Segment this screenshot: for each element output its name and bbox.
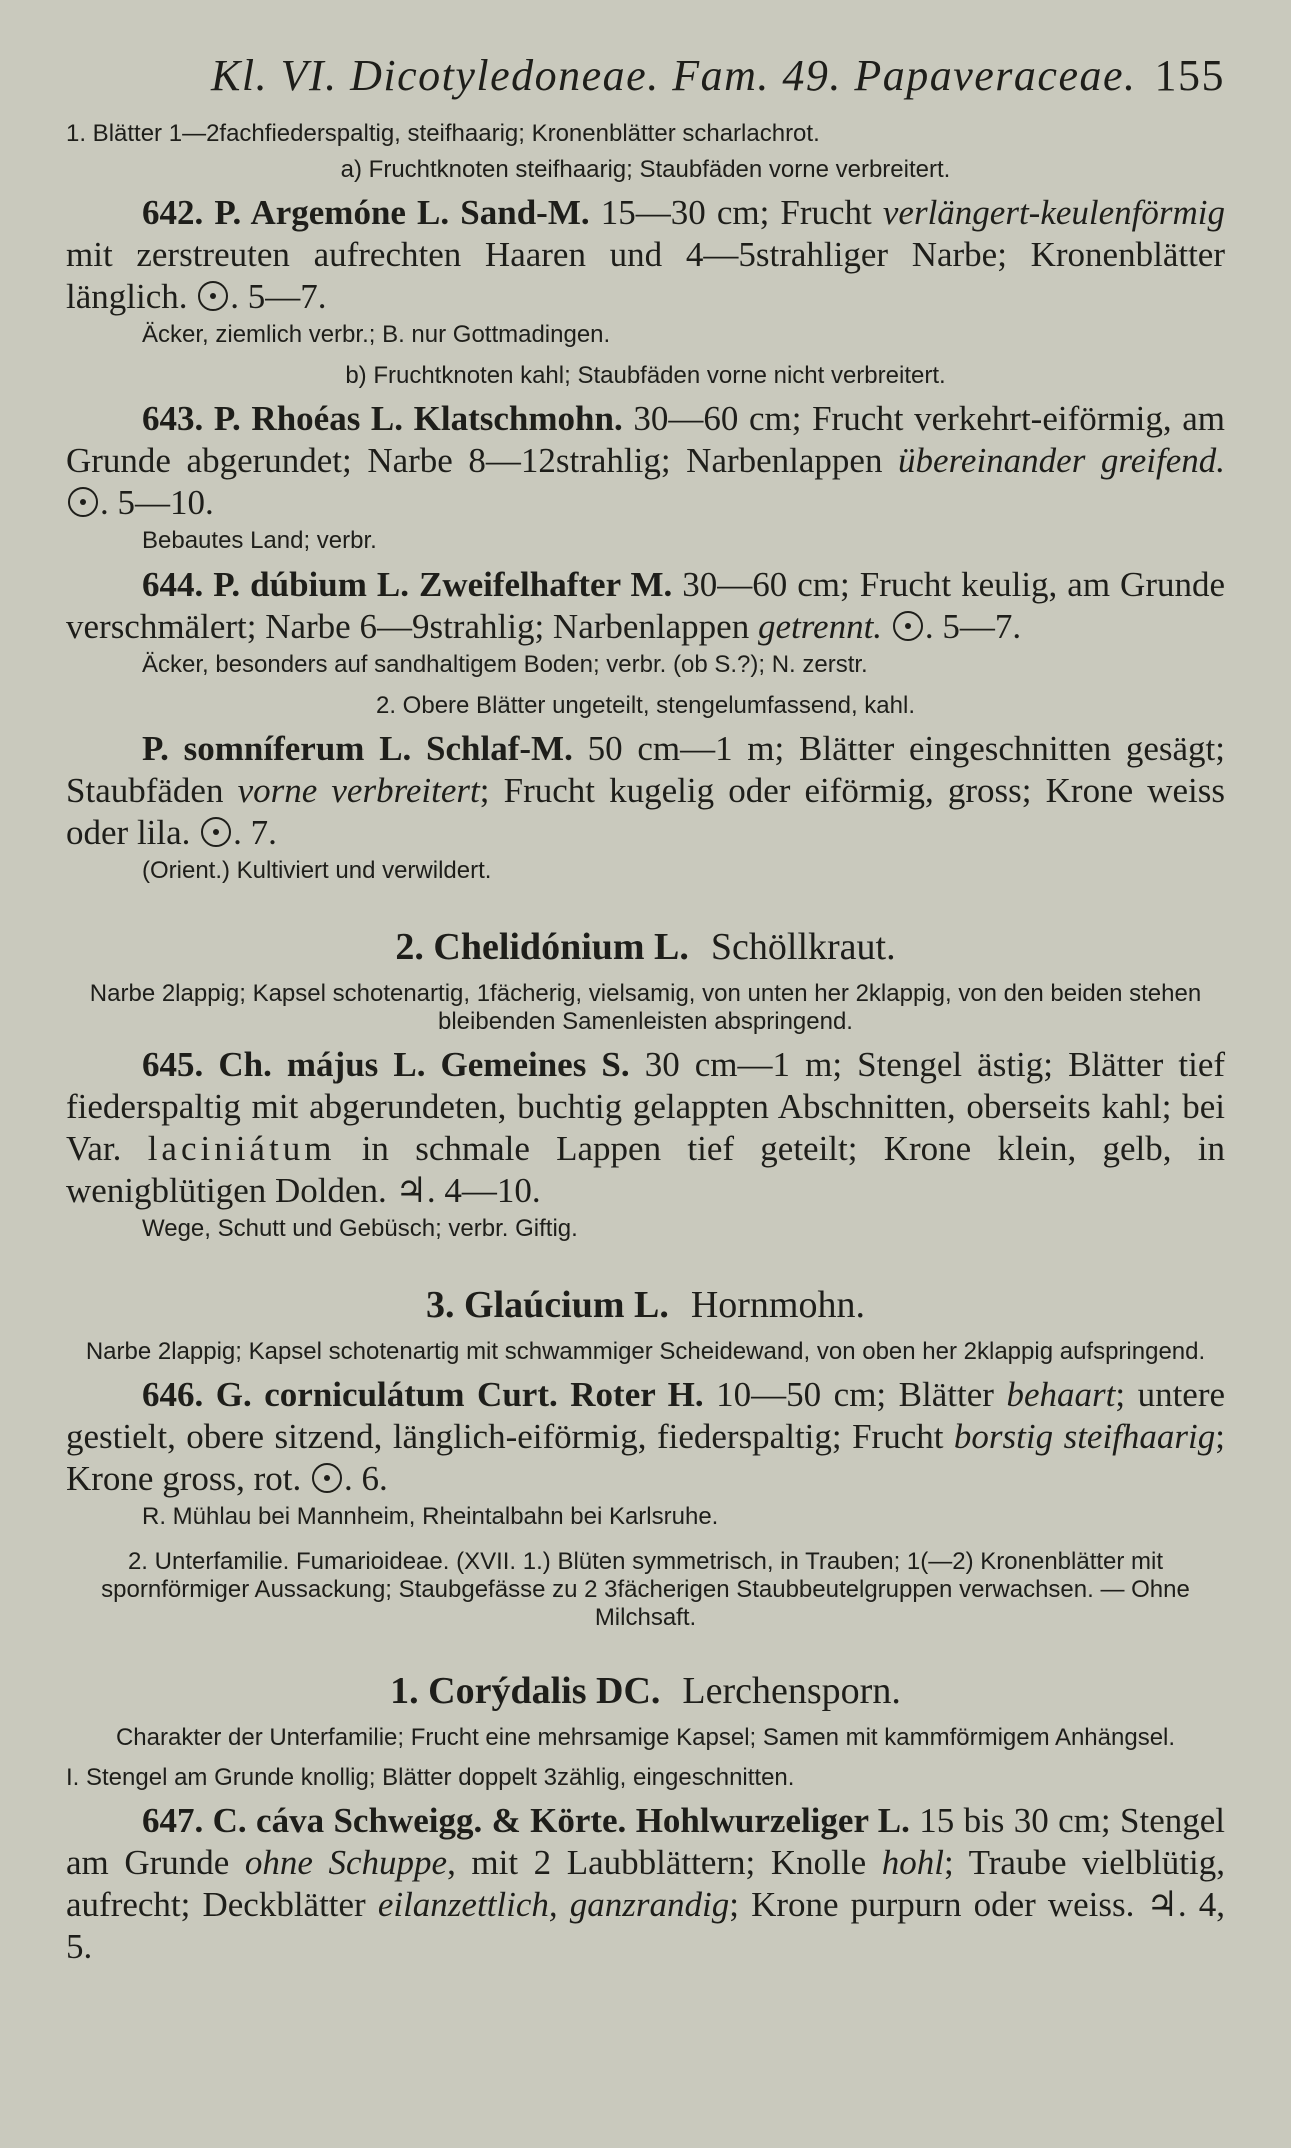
genus-description: Charakter der Unterfamilie; Frucht eine mehrsamige Kapsel; Samen mit kammförmigem Anhängsel. [115,1724,1176,1751]
header-title: Kl. VI. Dicotyledoneae. Fam. 49. Papaveraceae. [211,51,1137,100]
species-entry-643: 643. P. Rhoéas L. Klatschmohn. 30—60 cm; Frucht verkehrt-eiförmig, am Grunde abgerundet; Narbe 8—12strahlig; Narbenlappen übereinander greifend. . 5—10. [66,399,1225,522]
locality-line: R. Mühlau bei Mannheim, Rheintalbahn bei Karlsruhe. [142,1503,719,1530]
locality-line: (Orient.) Kultiviert und verwildert. [142,857,492,884]
species-entry-642: 642. P. Argemóne L. Sand-M. 15—30 cm; Frucht verlängert-keulenförmig mit zerstreuten aufrechten Haaren und 4—5strahliger Narbe; Kronenblätter länglich. . 5—7. [66,193,1226,316]
annual-symbol-icon [312,1463,342,1493]
page-number: 155 [1154,51,1225,100]
running-header [66,48,1225,104]
subfamily-description: 2. Unterfamilie. Fumarioideae. (XVII. 1.) Blüten symmetrisch, in Trauben; 1(—2) Kronenblätter mit spornförmiger Aussackung; Staubgefässe zu 2 3fächerigen Staubbeutelgruppen verwachsen. — Ohne Milchsaft. [101,1548,1190,1631]
genus-heading-chelidonium: 2. Chelidónium L. Schöllkraut. [395,926,896,968]
genus-heading-corydalis: 1. Corýdalis DC. Lerchensporn. [390,1670,901,1712]
genus-heading-glaucium: 3. Glaúcium L. Hornmohn. [426,1284,865,1326]
locality-line: Wege, Schutt und Gebüsch; verbr. Giftig. [142,1215,578,1242]
species-entry-646: 646. G. corniculátum Curt. Roter H. 10—50 cm; Blätter behaart; untere gestielt, obere sitzend, länglich-eiförmig, fiederspaltig; Frucht borstig steifhaarig; Krone gross, rot. . 6. [66,1375,1226,1498]
annual-symbol-icon [201,817,231,847]
species-entry-644: 644. P. dúbium L. Zweifelhafter M. 30—60 cm; Frucht keulig, am Grunde verschmälert; Narbe 6—9strahlig; Narbenlappen getrennt. . 5—7. [66,565,1226,646]
locality-line: Bebautes Land; verbr. [142,527,377,554]
locality-line: Äcker, besonders auf sandhaltigem Boden; verbr. (ob S.?); N. zerstr. [142,651,868,678]
species-entry-645: 645. Ch. május L. Gemeines S. 30 cm—1 m; Stengel ästig; Blätter tief fiederspaltig mit abgerundeten, buchtig gelappten Abschnitten, oberseits kahl; bei Var. laciniátum in schmale Lappen tief geteilt; Krone klein, gelb, in wenigblütigen Dolden. ♃. 4—10. [66,1045,1226,1210]
annual-symbol-icon [68,487,98,517]
genus-description: Narbe 2lappig; Kapsel schotenartig mit schwammiger Scheidewand, von oben her 2klappig aufspringend. [85,1338,1206,1365]
species-entry-somniferum: P. somníferum L. Schlaf-M. 50 cm—1 m; Blätter eingeschnitten gesägt; Staubfäden vorne verbreitert; Frucht kugelig oder eiförmig, gross; Krone weiss oder lila. . 7. [66,729,1226,852]
key-line: 2. Obere Blätter ungeteilt, stengelumfassend, kahl. [376,692,915,719]
key-line: b) Fruchtknoten kahl; Staubfäden vorne nicht verbreitert. [345,362,946,389]
genus-description: Narbe 2lappig; Kapsel schotenartig, 1fächerig, vielsamig, von unten her 2klappig, von den beiden stehen bleibenden Samenleisten abspringend. [89,980,1202,1035]
annual-symbol-icon [198,281,228,311]
annual-symbol-icon [893,611,923,641]
key-line: I. Stengel am Grunde knollig; Blätter doppelt 3zählig, eingeschnitten. [66,1764,795,1791]
key-line: 1. Blätter 1—2fachfiederspaltig, steifhaarig; Kronenblätter scharlachrot. [66,120,820,147]
key-line: a) Fruchtknoten steifhaarig; Staubfäden vorne verbreitert. [340,156,951,183]
species-entry-647: 647. C. cáva Schweigg. & Körte. Hohlwurzeliger L. 15 bis 30 cm; Stengel am Grunde ohne Schuppe, mit 2 Laubblättern; Knolle hohl; Traube vielblütig, aufrecht; Deckblätter eilanzettlich, ganzrandig; Krone purpurn oder weiss. ♃. 4, 5. [66,1801,1226,1966]
locality-line: Äcker, ziemlich verbr.; B. nur Gottmadingen. [142,321,611,348]
